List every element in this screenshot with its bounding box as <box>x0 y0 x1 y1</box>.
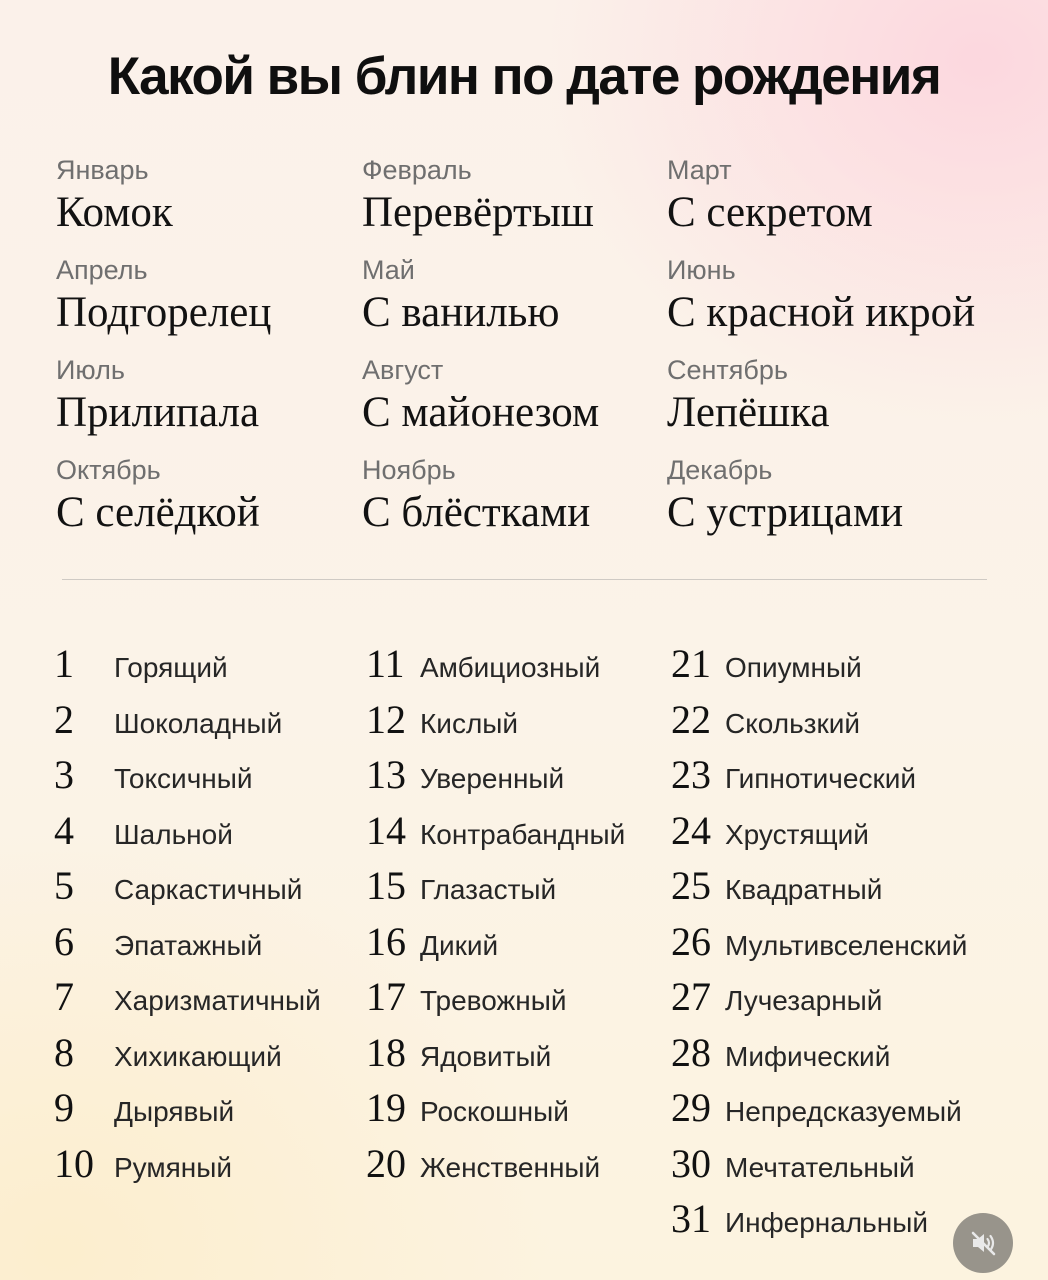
day-number: 27 <box>671 974 711 1019</box>
month-pancake: С ванилью <box>362 289 560 336</box>
month-pancake: С устрицами <box>667 489 904 536</box>
month-name: Март <box>667 155 732 185</box>
month-name: Сентябрь <box>667 355 788 385</box>
month-pancake: С селёдкой <box>56 489 260 536</box>
day-number: 7 <box>54 974 74 1019</box>
day-adjective: Квадратный <box>725 874 883 905</box>
day-adjective: Саркастичный <box>114 874 303 905</box>
month-pancake: С красной икрой <box>667 289 976 336</box>
day-adjective: Мультивселенский <box>725 930 968 961</box>
speaker-muted-icon <box>967 1227 999 1259</box>
day-number: 29 <box>671 1085 711 1130</box>
day-adjective: Дикий <box>420 930 499 961</box>
day-number: 18 <box>366 1030 406 1075</box>
day-adjective: Дырявый <box>114 1096 235 1127</box>
month-pancake: С майонезом <box>362 389 600 436</box>
month-name: Май <box>362 255 415 285</box>
month-pancake: С секретом <box>667 189 873 236</box>
day-adjective: Кислый <box>420 708 519 739</box>
day-adjective: Хихикающий <box>114 1041 282 1072</box>
day-adjective: Уверенный <box>420 763 565 794</box>
day-adjective: Контрабандный <box>420 819 626 850</box>
day-number: 25 <box>671 863 711 908</box>
month-pancake: Прилипала <box>56 389 260 436</box>
month-item <box>667 357 1007 434</box>
month-name: Ноябрь <box>362 455 456 485</box>
day-adjective: Хрустящий <box>725 819 869 850</box>
month-item <box>667 257 1007 334</box>
day-adjective: Непредсказуемый <box>725 1096 962 1127</box>
day-number: 4 <box>54 808 74 853</box>
day-number: 31 <box>671 1196 711 1241</box>
day-number: 14 <box>366 808 406 853</box>
month-name: Август <box>362 355 444 385</box>
month-item <box>362 257 702 334</box>
day-number: 8 <box>54 1030 74 1075</box>
day-number: 21 <box>671 641 711 686</box>
day-number: 16 <box>366 919 406 964</box>
day-number: 10 <box>54 1141 94 1186</box>
month-item <box>362 157 702 234</box>
month-item <box>362 357 702 434</box>
day-number: 1 <box>54 641 74 686</box>
month-name: Декабрь <box>667 455 773 485</box>
day-adjective: Румяный <box>114 1152 233 1183</box>
day-adjective: Мечтательный <box>725 1152 915 1183</box>
day-number: 23 <box>671 752 711 797</box>
day-number: 11 <box>366 641 405 686</box>
day-adjective: Шоколадный <box>114 708 283 739</box>
day-number: 24 <box>671 808 711 853</box>
day-adjective: Лучезарный <box>725 985 883 1016</box>
month-name: Январь <box>56 155 149 185</box>
day-adjective: Инфернальный <box>725 1207 928 1238</box>
day-number: 6 <box>54 919 74 964</box>
month-item <box>56 157 396 234</box>
day-adjective: Шальной <box>114 819 233 850</box>
day-number: 19 <box>366 1085 406 1130</box>
month-name: Июнь <box>667 255 736 285</box>
month-pancake: Перевёртыш <box>362 189 594 236</box>
day-number: 12 <box>366 697 406 742</box>
day-adjective: Гипнотический <box>725 763 916 794</box>
day-number: 9 <box>54 1085 74 1130</box>
day-number: 26 <box>671 919 711 964</box>
day-number: 15 <box>366 863 406 908</box>
day-number: 2 <box>54 697 74 742</box>
day-number: 20 <box>366 1141 406 1186</box>
day-adjective: Роскошный <box>420 1096 569 1127</box>
day-adjective: Скользкий <box>725 708 861 739</box>
month-item <box>56 457 396 534</box>
day-adjective: Эпатажный <box>114 930 263 961</box>
day-adjective: Тревожный <box>420 985 567 1016</box>
day-adjective: Опиумный <box>725 652 862 683</box>
day-number: 22 <box>671 697 711 742</box>
month-name: Октябрь <box>56 455 161 485</box>
month-name: Июль <box>56 355 125 385</box>
day-adjective: Мифический <box>725 1041 891 1072</box>
day-adjective: Амбициозный <box>420 652 601 683</box>
day-number: 5 <box>54 863 74 908</box>
month-item <box>667 457 1007 534</box>
day-number: 30 <box>671 1141 711 1186</box>
month-name: Апрель <box>56 255 148 285</box>
month-pancake: Лепёшка <box>667 389 830 436</box>
day-number: 13 <box>366 752 406 797</box>
page-title: Какой вы блин по дате рождения <box>107 47 941 106</box>
mute-button[interactable] <box>953 1213 1013 1273</box>
month-name: Февраль <box>362 155 472 185</box>
day-adjective: Ядовитый <box>420 1041 552 1072</box>
month-pancake: Комок <box>56 189 173 236</box>
month-item <box>56 257 396 334</box>
month-pancake: Подгорелец <box>56 289 272 336</box>
day-adjective: Женственный <box>420 1152 601 1183</box>
month-item <box>362 457 702 534</box>
month-item <box>667 157 1007 234</box>
day-adjective: Харизматичный <box>114 985 321 1016</box>
section-divider <box>62 579 987 580</box>
day-adjective: Глазастый <box>420 874 557 905</box>
day-adjective: Горящий <box>114 652 228 683</box>
month-pancake: С блёстками <box>362 489 591 536</box>
day-number: 17 <box>366 974 406 1019</box>
day-adjective: Токсичный <box>114 763 253 794</box>
day-number: 3 <box>54 752 74 797</box>
day-number: 28 <box>671 1030 711 1075</box>
month-item <box>56 357 396 434</box>
